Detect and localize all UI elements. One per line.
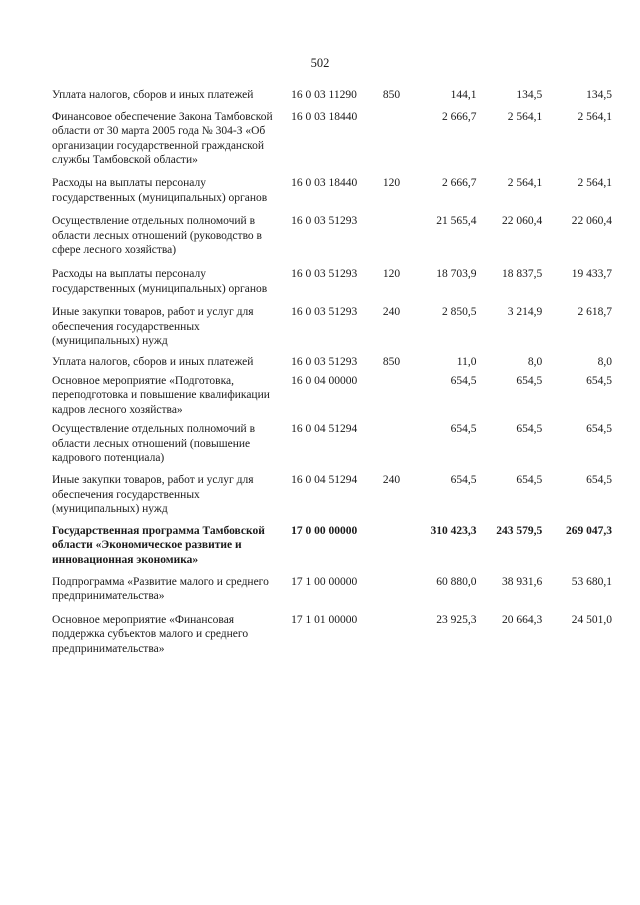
row-amount-1: 11,0 — [456, 355, 477, 368]
row-amount-3: 8,0 — [597, 355, 613, 368]
row-name: Государственная программа Тамбовской области «Экономическое развитие и инновационная экономика» — [52, 524, 265, 567]
row-amount-3: 53 680,1 — [571, 575, 613, 588]
row-amount-1: 60 880,0 — [436, 575, 477, 588]
row-name: Подпрограмма «Развитие малого и среднего предпринимательства» — [52, 575, 269, 603]
row-code: 17 1 01 00000 — [291, 613, 358, 626]
table-row — [52, 613, 612, 657]
row-name: Основное мероприятие «Финансовая поддержка субъектов малого и среднего предпринимательства» — [52, 613, 249, 655]
row-code: 16 0 03 51293 — [291, 355, 358, 368]
table-row — [52, 524, 612, 568]
row-amount-2: 2 564,1 — [507, 176, 543, 189]
row-amount-3: 2 564,1 — [577, 176, 613, 189]
row-code: 17 0 00 00000 — [291, 524, 358, 537]
row-amount-3: 24 501,0 — [571, 613, 613, 626]
row-code: 16 0 04 51294 — [291, 423, 358, 436]
table-row — [52, 422, 612, 466]
row-code: 16 0 03 18440 — [291, 110, 358, 123]
row-name: Расходы на выплаты персоналу государственных (муниципальных) органов — [52, 176, 268, 204]
row-code: 16 0 04 51294 — [291, 474, 358, 487]
row-amount-2: 38 931,6 — [502, 575, 543, 588]
table-row — [52, 575, 612, 604]
budget-table — [52, 88, 612, 657]
table-row — [52, 374, 612, 418]
row-code: 16 0 03 51293 — [291, 215, 358, 228]
row-code: 16 0 04 00000 — [291, 374, 358, 387]
table-row — [52, 176, 612, 205]
row-amount-2: 2 564,1 — [507, 110, 543, 123]
row-amount-2: 134,5 — [516, 89, 543, 101]
row-amount-2: 20 664,3 — [502, 613, 543, 626]
row-expense-type: 240 — [382, 306, 401, 319]
table-row — [52, 355, 612, 370]
table-row — [52, 88, 612, 103]
row-name: Основное мероприятие «Подготовка, переподготовка и повышение квалификации кадров лесного хозяйства» — [52, 374, 270, 416]
page-number: 502 — [310, 56, 330, 70]
row-amount-3: 654,5 — [586, 423, 613, 436]
row-name: Осуществление отдельных полномочий в области лесных отношений (руководство в сфере лесного хозяйства) — [52, 215, 262, 257]
row-name: Расходы на выплаты персоналу государственных (муниципальных) органов — [52, 267, 268, 295]
table-row — [52, 267, 612, 296]
row-amount-2: 8,0 — [527, 355, 543, 368]
row-code: 16 0 03 11290 — [291, 89, 357, 101]
row-expense-type: 850 — [382, 355, 401, 368]
row-amount-1: 310 423,3 — [430, 524, 477, 537]
row-amount-1: 144,1 — [450, 89, 477, 101]
row-amount-1: 654,5 — [450, 474, 477, 487]
row-amount-3: 2 618,7 — [577, 306, 613, 319]
row-amount-3: 134,5 — [586, 89, 613, 101]
row-name: Финансовое обеспечение Закона Тамбовской области от 30 марта 2005 года № 304-З «Об организации государственной гражданской службы Тамбовской области» — [52, 110, 273, 167]
row-amount-3: 654,5 — [586, 474, 613, 487]
table-row — [52, 110, 612, 168]
row-name: Иные закупки товаров, работ и услуг для обеспечения государственных (муниципальных) нужд — [52, 306, 254, 348]
row-amount-3: 22 060,4 — [571, 215, 613, 228]
row-code: 16 0 03 18440 — [291, 176, 358, 189]
row-name: Осуществление отдельных полномочий в области лесных отношений (повышение кадрового потенциала) — [52, 423, 256, 465]
row-expense-type: 240 — [382, 474, 401, 487]
table-row — [52, 473, 612, 517]
row-amount-2: 654,5 — [516, 374, 543, 387]
row-amount-1: 2 850,5 — [442, 306, 477, 319]
row-amount-1: 23 925,3 — [436, 613, 477, 626]
row-expense-type: 850 — [382, 89, 401, 101]
row-amount-2: 3 214,9 — [507, 306, 543, 319]
row-amount-3: 19 433,7 — [571, 267, 613, 280]
row-code: 16 0 03 51293 — [291, 267, 358, 280]
row-amount-2: 18 837,5 — [502, 267, 543, 280]
row-amount-2: 243 579,5 — [496, 524, 543, 537]
row-code: 16 0 03 51293 — [291, 306, 358, 319]
row-amount-1: 654,5 — [450, 423, 477, 436]
row-code: 17 1 00 00000 — [291, 575, 358, 588]
row-amount-2: 654,5 — [516, 474, 543, 487]
row-amount-1: 2 666,7 — [442, 176, 477, 189]
table-row — [52, 305, 612, 349]
table-row — [52, 214, 612, 258]
row-amount-3: 2 564,1 — [577, 110, 613, 123]
row-name: Иные закупки товаров, работ и услуг для обеспечения государственных (муниципальных) нужд — [52, 474, 254, 516]
row-amount-3: 654,5 — [586, 374, 613, 387]
row-amount-1: 21 565,4 — [436, 215, 477, 228]
row-name: Уплата налогов, сборов и иных платежей — [52, 355, 254, 368]
row-amount-2: 654,5 — [516, 423, 543, 436]
row-expense-type: 120 — [382, 176, 401, 189]
row-expense-type: 120 — [382, 267, 401, 280]
row-amount-1: 2 666,7 — [442, 110, 477, 123]
row-name: Уплата налогов, сборов и иных платежей — [52, 89, 254, 101]
row-amount-1: 654,5 — [450, 374, 477, 387]
row-amount-3: 269 047,3 — [566, 524, 613, 537]
row-amount-2: 22 060,4 — [502, 215, 543, 228]
row-amount-1: 18 703,9 — [436, 267, 477, 280]
